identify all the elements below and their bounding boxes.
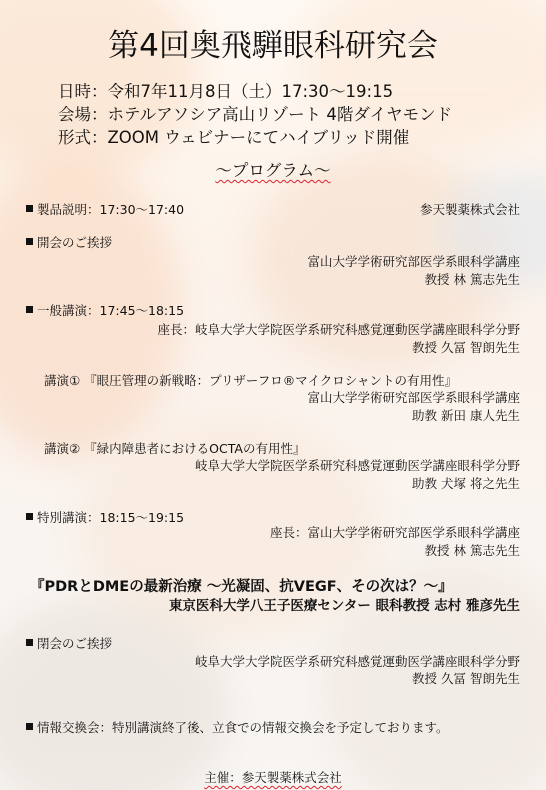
networking-info	[26, 722, 449, 735]
lecture-2-speaker: 助教 犬塚 将之先生	[412, 476, 520, 491]
closing-label-text: 閉会のご挨拶	[37, 636, 113, 651]
general-label-text: 一般講演：17:45～18:15	[37, 303, 185, 318]
general-chair-name: 教授 久冨 智朗先生	[412, 340, 520, 355]
lecture-2-title: 講演② 『緑内障患者におけるOCTAの有用性』	[44, 441, 306, 456]
special-lecture-title: 『PDRとDMEの最新治療 ～光凝固、抗VEGF、その次は？～』	[30, 579, 453, 595]
product-label-text: 製品説明：17:30～17:40	[37, 202, 185, 217]
bullet-square-icon	[26, 723, 33, 730]
bullet-square-icon	[26, 513, 33, 520]
closing-affiliation: 岐阜大学大学院医学系研究科感覚運動医学講座眼科学分野	[194, 654, 520, 669]
lecture-1-title: 講演① 『眼圧管理の新戦略：プリザーフロ®マイクロシャントの有用性』	[44, 373, 458, 388]
closing-speaker: 教授 久冨 智朗先生	[412, 671, 520, 686]
product-sponsor: 参天製薬株式会社	[419, 202, 520, 217]
networking-text: 情報交換会：特別講演終了後、立食での情報交換会を予定しております。	[37, 720, 449, 735]
special-chair-name: 教授 林 篤志先生	[424, 543, 520, 558]
general-label	[26, 305, 184, 318]
organizer-text: 主催：参天製薬株式会社	[204, 770, 342, 785]
opening-speaker: 教授 林 篤志先生	[424, 272, 520, 287]
event-datetime: 日時：令和7年11月8日（土）17:30～19:15	[58, 82, 394, 101]
special-label	[26, 512, 184, 525]
lecture-2-affiliation: 岐阜大学大学院医学系研究科感覚運動医学講座眼科学分野	[194, 458, 520, 473]
lecture-1-speaker: 助教 新田 康人先生	[412, 408, 520, 423]
event-format: 形式：ZOOM ウェビナーにてハイブリッド開催	[58, 128, 410, 147]
bullet-square-icon	[26, 238, 33, 245]
program-heading	[0, 163, 546, 180]
special-chair-affiliation: 座長：富山大学学術研究部医学系眼科学講座	[269, 525, 520, 540]
opening-affiliation: 富山大学学術研究部医学系眼科学講座	[307, 254, 520, 269]
lecture-1-affiliation: 富山大学学術研究部医学系眼科学講座	[307, 390, 520, 405]
product-label	[26, 204, 184, 217]
special-label-text: 特別講演：18:15～19:15	[37, 510, 185, 525]
closing-label	[26, 638, 112, 651]
special-lecture-speaker: 東京医科大学八王子医療センター 眼科教授 志村 雅彦先生	[168, 598, 520, 614]
bullet-square-icon	[26, 306, 33, 313]
organizer	[0, 772, 546, 785]
opening-label	[26, 237, 112, 250]
general-chair-affiliation: 座長：岐阜大学大学院医学系研究科感覚運動医学講座眼科学分野	[157, 322, 520, 337]
event-venue: 会場：ホテルアソシア高山リゾート 4階ダイヤモンド	[58, 105, 453, 124]
page-title: 第4回奥飛騨眼科研究会	[108, 28, 438, 64]
bullet-square-icon	[26, 205, 33, 212]
program-heading-text: ～プログラム～	[215, 161, 331, 180]
opening-label-text: 開会のご挨拶	[37, 235, 113, 250]
bullet-square-icon	[26, 639, 33, 646]
